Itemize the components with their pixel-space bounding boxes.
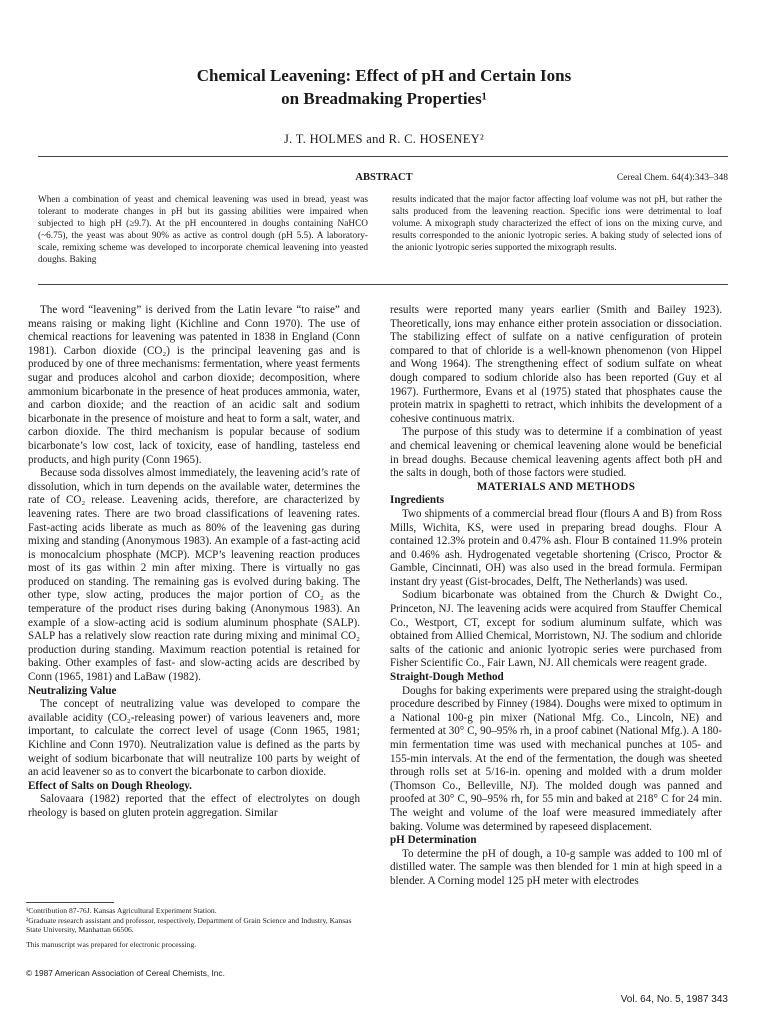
- article-title: [0, 64, 768, 110]
- abstract-heading: ABSTRACT: [355, 172, 413, 183]
- footnote-rule: [26, 902, 114, 903]
- body-left-column: [28, 304, 360, 821]
- title-line-1: Chemical Leavening: Effect of pH and Certain Ions: [196, 66, 572, 85]
- page-info: Vol. 64, No. 5, 1987 343: [620, 994, 728, 1005]
- paragraph: Doughs for baking experiments were prepared using the straight-dough procedure described by Finney (1984). Doughs were mixed to optimum in a National 100-g pin mixer (National Mfg. Co., Lincoln, NE) and fermented at 30° C, 90–95% rh, in a proof cabinet (National Mfg.). A 180-min fermentation time was used with mechanical punches at 105- and 155-min intervals. At the end of the fermentation, the dough was sheeted through rolls set at 5/16-in. opening and molded with a drum molder (Thomson Co., Belleville, NJ). The molded dough was panned and proofed at 30° C, 90–95% rh, for 55 min and baked at 218° C for 24 min. The weight and volume of the loaf were measured immediately after baking. Volume was determined by rapeseed displacement.: [390, 684, 722, 833]
- section-heading-methods: MATERIALS AND METHODS: [476, 480, 636, 493]
- body-right-column: [390, 304, 722, 889]
- section-heading: Neutralizing Value: [28, 684, 117, 697]
- paragraph: To determine the pH of dough, a 10-g sample was added to 100 ml of distilled water. The sample was then blended for 1 min at high speed in a blender. A Corning model 125 pH meter with electrodes: [390, 847, 722, 887]
- paragraph: results were reported many years earlier (Smith and Bailey 1923). Theoretically, ions may enhance either protein association or dissociation. The stabilizing effect of sulfate on a native cenfiguration of protein compared to that of chloride is a well-known phenomenon (von Hippel and Wong 1964). The strengthening effect of sodium sulfate on wheat dough compared to sodium chloride also has been reported (Guy et al 1967). Furthermore, Evans et al (1975) stated that phosphates cause the protein matrix in spaghetti to retract, which inhibits the development of a cohesive continuous matrix.: [390, 304, 722, 425]
- section-heading: Effect of Salts on Dough Rheology.: [28, 779, 192, 792]
- paragraph: Sodium bicarbonate was obtained from the Church & Dwight Co., Princeton, NJ. The leavening acids were acquired from Stauffer Chemical Co., Westport, CT, except for sodium aluminum sulfate, which was obtained from Allied Chemical, Morristown, NJ. The sodium and chloride salts of the cationic and anionic lyotropic series were purchased from Fisher Scientific Co., Fair Lawn, NJ. All chemicals were reagent grade.: [390, 589, 722, 670]
- paragraph: The word “leavening” is derived from the Latin levare “to raise” and means raising or making light (Kichline and Conn 1970). The use of chemical reactions for leavening was patented in 1838 in England (Conn 1981). Carbon dioxide (CO₂) is the principal leavening gas and is produced by one of three mechanisms: fermentation, where yeast ferments sugar and produces alcohol and carbon dioxide; decomposition, where ammonium bicarbonate in the presence of heat produces ammonia, water, and carbon dioxide; and the reaction of an acidic salt and sodium bicarbonate in the presence of moisture and heat to form a salt, water, and carbon dioxide. The third mechanism is popular because of sodium bicarbonate’s low cost, lack of toxicity, ease of handling, tasteless end products, and high purity (Conn 1965).: [28, 304, 360, 466]
- footnotes: [26, 906, 362, 949]
- abstract-bottom-rule: [38, 284, 728, 285]
- paragraph: Salovaara (1982) reported that the effect of electrolytes on dough rheology is based on gluten protein aggregation. Similar: [28, 793, 360, 819]
- paragraph: The purpose of this study was to determine if a combination of yeast and chemical leavening or chemical leavening alone would be beneficial in bread doughs. Because chemical leavening agents affect both pH and the salts in dough, both of those factors were studied.: [390, 426, 722, 480]
- top-rule: [38, 156, 728, 157]
- title-line-2: on Breadmaking Properties¹: [281, 89, 487, 108]
- footnote-2: ²Graduate research assistant and professor, respectively, Department of Grain Science and Industry, Kansas State University, Manhattan 66506.: [26, 915, 352, 935]
- footnote-note: This manuscript was prepared for electronic processing.: [26, 939, 197, 949]
- section-heading: pH Determination: [390, 834, 477, 847]
- copyright: © 1987 American Association of Cereal Chemists, Inc.: [26, 968, 225, 978]
- journal-citation: Cereal Chem. 64(4):343–348: [616, 173, 728, 183]
- paragraph: Because soda dissolves almost immediately, the leavening acid’s rate of dissolution, which in turn depends on the available water, determines the rate of CO₂ release. Leavening acids, therefore, are characterized by leavening rates. There are two broad classifications of leavening rates. Fast-acting acids liberate as much as 80% of the leavening gas during mixing and standing (Anonymous 1983). An example of a fast-acting acid is monocalcium phosphate (MCP). MCP’s leavening reaction produces most of its gas within 2 min after mixing. There is virtually no gas produced on standing. The remaining gas is evolved during baking. The other type, slow acting, produces the major portion of CO₂ as the temperature of the product rises during baking (Anonymous 1983). An example of a slow-acting acid is sodium aluminum phosphate (SALP). SALP has a relatively slow reaction rate during mixing and minimal CO₂ production during standing. Maximum reaction potential is retained for baking. Other examples of fast- and slow-acting acids are described by Conn (1965, 1981) and LaBaw (1982).: [28, 467, 360, 684]
- paragraph: The concept of neutralizing value was developed to compare the available acidity (CO₂-releasing power) of various leaveners and, more important, to calculate the correct level of usage (Conn 1965, 1981; Kichline and Conn 1970). Neutralization value is defined as the parts by weight of sodium bicarbonate that will neutralize 100 parts by weight of an acid leavener so as to convert the bicarbonate to carbon dioxide.: [28, 698, 360, 779]
- section-heading: Straight-Dough Method: [390, 671, 504, 684]
- footnote-1: ¹Contribution 87-76J. Kansas Agricultural Experiment Station.: [26, 906, 217, 915]
- section-heading: Ingredients: [390, 494, 445, 507]
- abstract-right: results indicated that the major factor affecting loaf volume was not pH, but rather the salts produced from the leavening reaction. Specific ions were detrimental to loaf volume. A mixograph study characterized the effect of ions on the mixing curve, and results corresponded to the anionic lyotropic series. A baking study of selected ions of the anionic lyotropic series supported the mixograph results.: [392, 195, 722, 254]
- authors: J. T. HOLMES and R. C. HOSENEY²: [283, 132, 485, 146]
- abstract-left: When a combination of yeast and chemical leavening was used in bread, yeast was tolerant to moderate changes in pH but its gassing abilities were impaired when subjected to high pH (≥9.7). At the pH encountered in doughs containing NaHCO (~6.75), the yeast was about 90% as active as control dough (pH 5.5). A laboratory-scale, remixing scheme was developed to incorporate chemical leavening into yeasted doughs. Baking: [38, 195, 368, 266]
- paragraph: Two shipments of a commercial bread flour (flours A and B) from Ross Mills, Wichita, KS, were used in preparing bread doughs. Flour A contained 12.3% protein and 0.47% ash. Flour B contained 11.9% protein and 0.46% ash. Hydrogenated vegetable shortening (Crisco, Proctor & Gamble, Cincinnati, OH) was also used in the bread formula. Fermipan instant dry yeast (Gist-brocades, Delft, The Netherlands) was used.: [390, 507, 722, 588]
